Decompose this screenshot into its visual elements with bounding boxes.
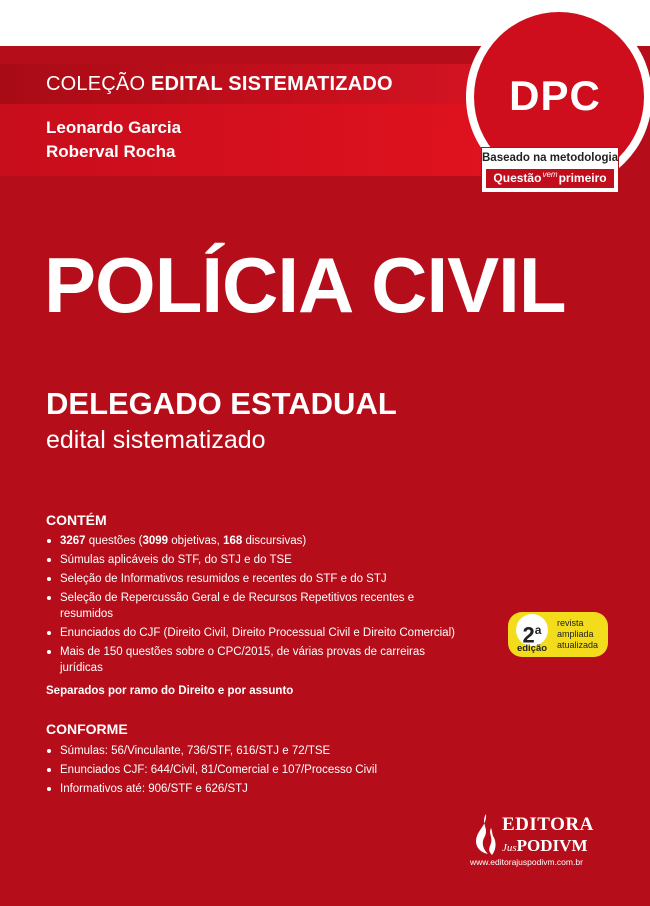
edition-badge — [508, 612, 608, 657]
book-subtitle: DELEGADO ESTADUAL — [46, 386, 397, 421]
question-count: 3267 — [60, 535, 86, 547]
contents-list — [46, 533, 456, 679]
book-tagline: edital sistematizado — [46, 426, 266, 454]
edition-word: edição — [516, 643, 548, 654]
author-name: Roberval Rocha — [46, 142, 176, 161]
methodology-word: primeiro — [558, 171, 607, 185]
list-item: Súmulas aplicáveis do STF, do STJ e do TSE — [46, 552, 456, 568]
author-name: Leonardo Garcia — [46, 118, 182, 137]
list-item: Seleção de Repercussão Geral e de Recursos Repetitivos recentes e resumidos — [46, 590, 456, 622]
edition-ordinal: a — [534, 623, 542, 637]
collection-title: EDITAL SISTEMATIZADO — [150, 73, 393, 95]
book-title: POLÍCIA CIVIL — [44, 241, 566, 329]
publisher-website: www.editorajuspodivm.com.br — [470, 857, 583, 867]
publisher-brand-name: PODIVM — [516, 836, 588, 855]
collection-name — [46, 73, 393, 96]
list-item: Informativos até: 906/STF e 626/STJ — [46, 781, 456, 797]
flame-icon — [472, 814, 498, 856]
publisher-jus: Jus — [502, 842, 517, 854]
list-text: objetivas, — [168, 535, 224, 547]
edition-note: revista — [557, 618, 584, 628]
list-item: Mais de 150 questões sobre o CPC/2015, de várias provas de carreiras jurídicas — [46, 644, 456, 676]
publisher-brand — [502, 836, 588, 856]
authors-band — [0, 104, 500, 176]
list-text: questões ( — [85, 535, 143, 547]
edition-digit: 2 — [522, 622, 535, 648]
list-item — [46, 533, 456, 549]
methodology-name — [486, 169, 614, 188]
edition-note: atualizada — [557, 640, 599, 650]
separated-note: Separados por ramo do Direito e por assunto — [46, 685, 294, 697]
methodology-vem: vem — [542, 170, 558, 179]
contents-heading: CONTÉM — [46, 512, 107, 528]
conforme-heading: CONFORME — [46, 721, 128, 737]
methodology-word: Questão — [493, 171, 542, 185]
list-item: Enunciados do CJF (Direito Civil, Direito Processual Civil e Direito Comercial) — [46, 625, 456, 641]
methodology-box — [481, 147, 619, 193]
methodology-label: Baseado na metodologia — [482, 152, 619, 164]
list-item: Seleção de Informativos resumidos e recentes do STF e do STJ — [46, 571, 456, 587]
objective-count: 3099 — [142, 535, 169, 547]
publisher-name: EDITORA — [502, 814, 594, 835]
edition-notes — [557, 618, 598, 651]
subject-acronym: DPC — [509, 72, 601, 119]
collection-prefix: COLEÇÃO — [46, 73, 146, 95]
list-item: Enunciados CJF: 644/Civil, 81/Comercial e 107/Processo Civil — [46, 762, 456, 778]
edition-number — [516, 614, 548, 646]
list-item: Súmulas: 56/Vinculante, 736/STF, 616/STJ e 72/TSE — [46, 743, 456, 759]
list-text: discursivas) — [242, 535, 307, 547]
essay-count: 168 — [223, 535, 243, 547]
publisher-logo — [468, 812, 598, 872]
edition-note: ampliada — [557, 629, 594, 639]
conforme-list — [46, 743, 456, 800]
